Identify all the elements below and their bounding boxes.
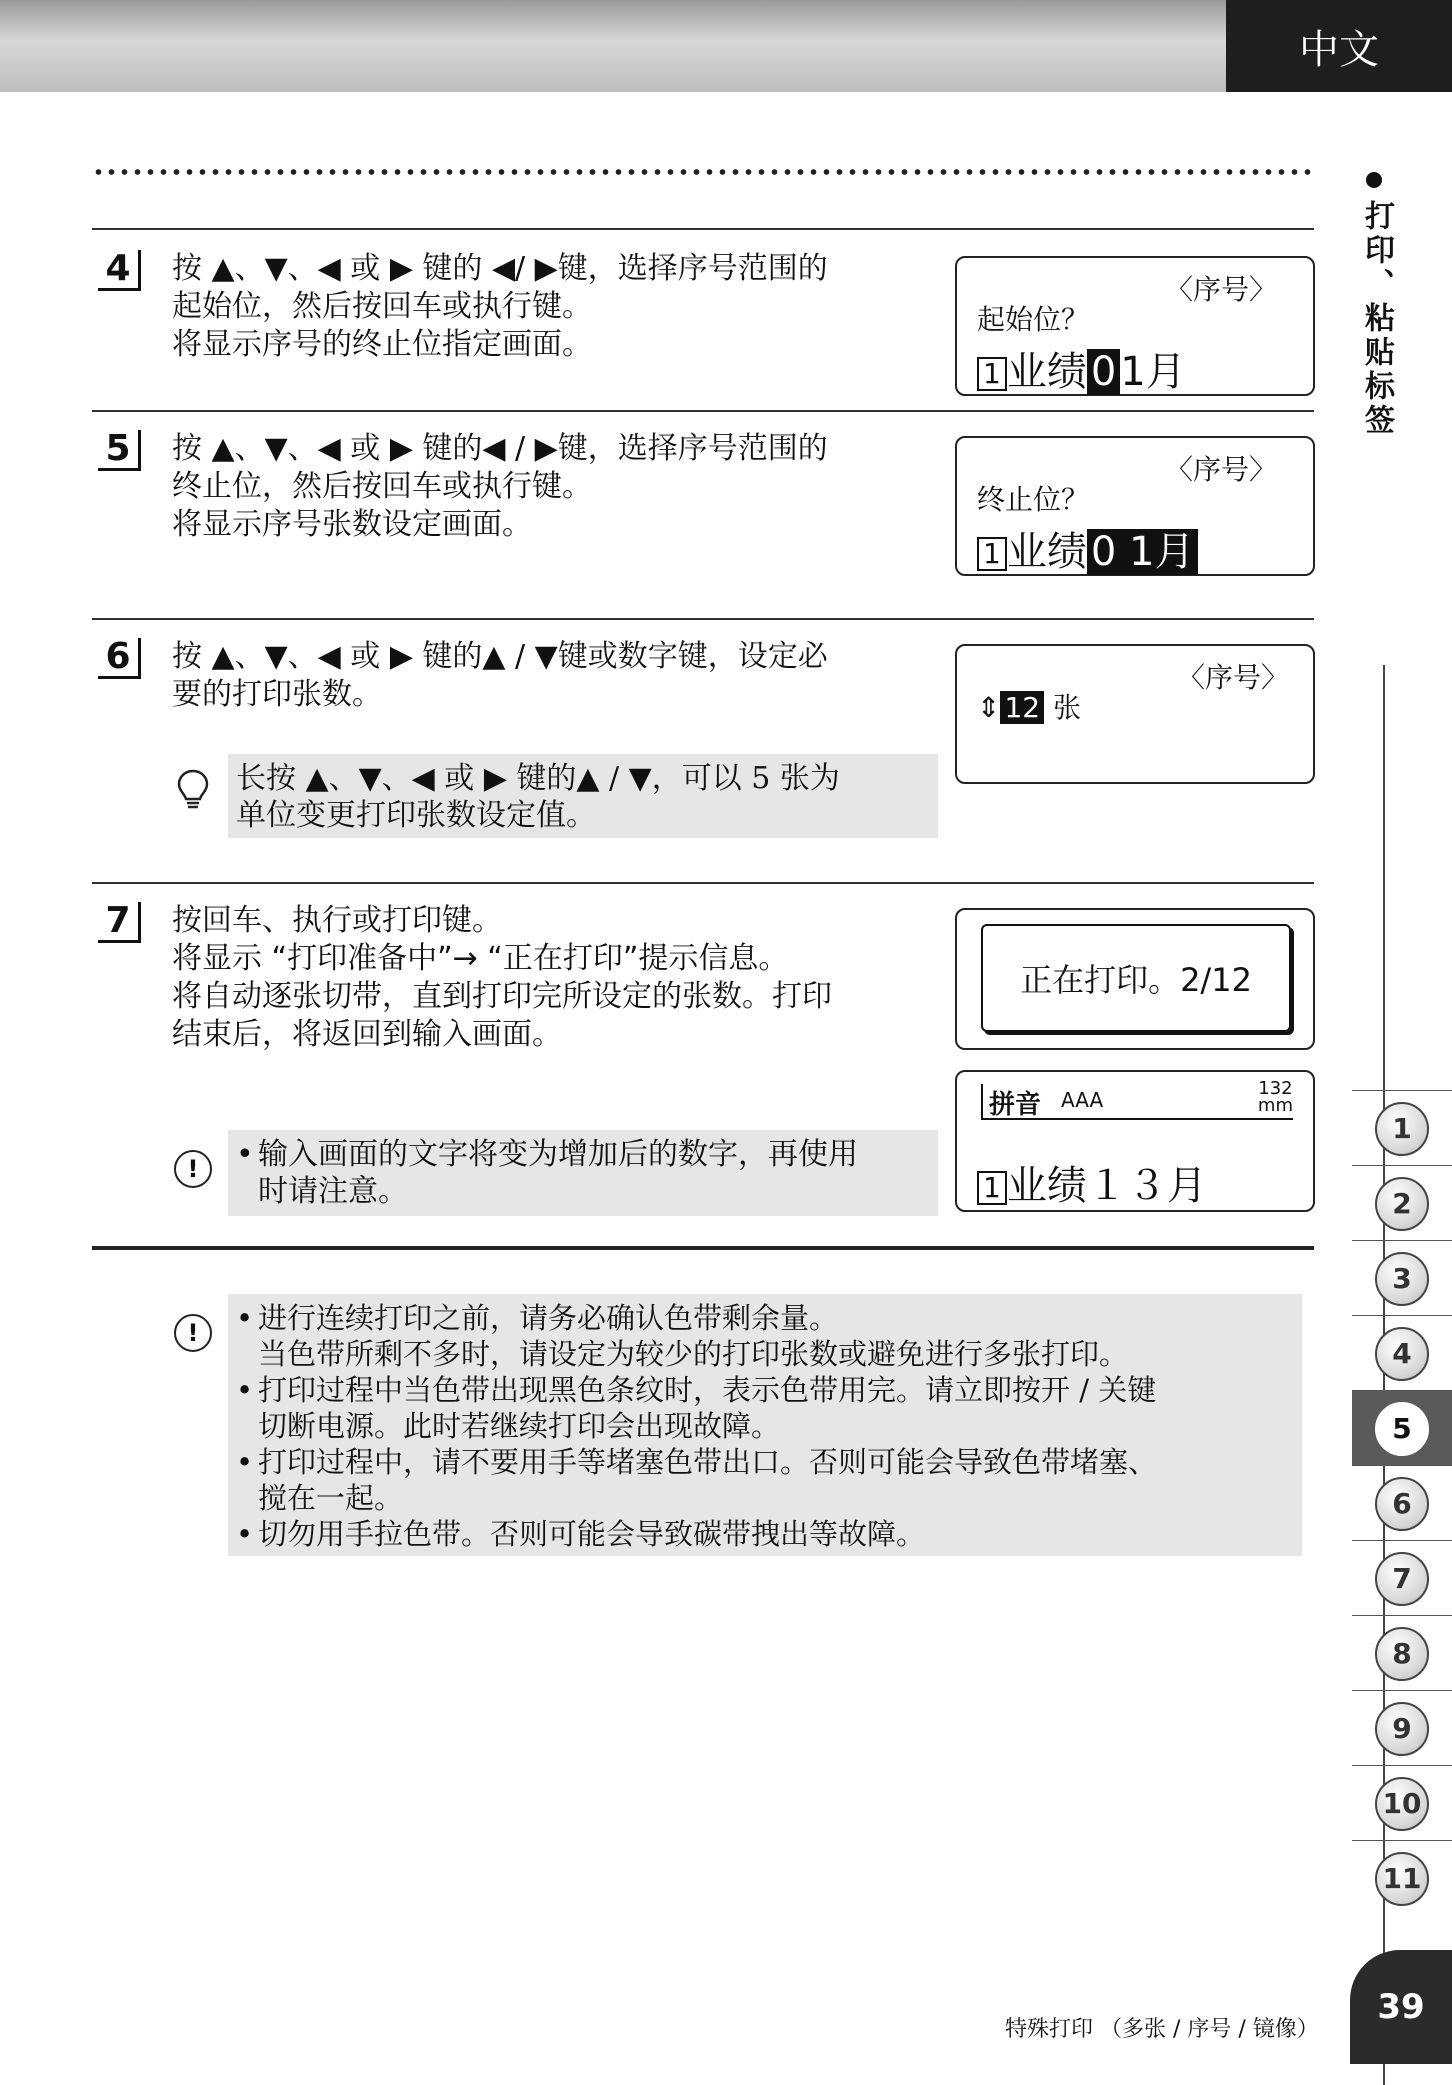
tape-length: [1258, 1080, 1293, 1114]
chapter-number: 9: [1375, 1702, 1429, 1756]
chapter-tab-4[interactable]: [1352, 1315, 1452, 1391]
note-bullet: [236, 1173, 930, 1210]
hint-box: [228, 754, 938, 838]
chapter-tab-11[interactable]: [1352, 1840, 1452, 1916]
note-bullet: • 打印过程中当色带出现黑色条纹时，表示色带用完。请立即按开 / 关键: [236, 1373, 1157, 1407]
section-rule: [92, 410, 1314, 412]
caution-icon: !: [174, 1150, 212, 1188]
text-line: 将显示 “打印准备中”→ “正在打印”提示信息。: [172, 941, 789, 976]
chapter-tab-6[interactable]: [1352, 1465, 1452, 1541]
font-size-icon: AAA: [1061, 1088, 1104, 1112]
step-number: 4: [98, 250, 141, 291]
note-line: 切勿用手拉色带。否则可能会导致碳带拽出等故障。: [258, 1517, 926, 1551]
chapter-number: 2: [1375, 1177, 1429, 1231]
step-number: 7: [98, 902, 141, 943]
chapter-number: 5: [1375, 1402, 1429, 1456]
lcd-screen-end: [955, 436, 1315, 576]
text-line: 起始位，然后按回车或执行键。: [172, 289, 592, 324]
lcd-screen-printing: [955, 908, 1315, 1050]
chapter-tab-7[interactable]: [1352, 1540, 1452, 1616]
screen-value: [977, 340, 1186, 397]
note-line: 进行连续打印之前，请务必确认色带剩余量。: [258, 1301, 839, 1335]
text-line: 按 ▲、▼、◀ 或 ▶ 键的▲ / ▼键或数字键，设定必: [172, 639, 828, 674]
screen-prompt: 终止位？: [977, 483, 1090, 516]
line-number-icon: 1: [977, 1171, 1007, 1205]
section-rule: [92, 1246, 1314, 1250]
section-bullet-icon: [1366, 172, 1382, 188]
screen-title: 〈序号〉: [1176, 661, 1289, 694]
text-line: 按回车、执行或打印键。: [172, 903, 502, 938]
chapter-number: 7: [1375, 1552, 1429, 1606]
chapter-number: 10: [1375, 1777, 1429, 1831]
value-text: 业绩: [1006, 349, 1087, 395]
hint-line: 长按 ▲、▼、◀ 或 ▶ 键的▲ / ▼，可以 5 张为: [236, 761, 840, 796]
note-line: 时请注意。: [258, 1174, 408, 1209]
value-text: 1月: [1120, 349, 1186, 395]
chapter-number: 4: [1375, 1327, 1429, 1381]
text-line: 按 ▲、▼、◀ 或 ▶ 键的◀ / ▶键，选择序号范围的: [172, 431, 828, 466]
chapter-tab-8[interactable]: [1352, 1615, 1452, 1691]
note-bullet: • 切勿用手拉色带。否则可能会导致碳带拽出等故障。: [236, 1517, 926, 1551]
count-unit: 张: [1053, 691, 1082, 724]
language-tab: 中文: [1226, 0, 1452, 92]
note-line: 切断电源。此时若继续打印会出现故障。: [258, 1409, 781, 1443]
chapter-tab-2[interactable]: [1352, 1165, 1452, 1241]
chapter-tab-5[interactable]: [1352, 1390, 1452, 1466]
lcd-screen-count: [955, 644, 1315, 784]
text-line: 终止位，然后按回车或执行键。: [172, 469, 592, 504]
chapter-tab-10[interactable]: [1352, 1765, 1452, 1841]
tape-length-value: 132: [1258, 1078, 1293, 1099]
status-line: [981, 1078, 1293, 1120]
note-bullet: [236, 1480, 1294, 1516]
header-bar: [0, 0, 1230, 92]
line-number-icon: 1: [977, 537, 1007, 571]
step-6-text: [172, 638, 932, 714]
value-text: 业绩１３月: [1006, 1163, 1207, 1209]
note-line: 打印过程中当色带出现黑色条纹时，表示色带用完。请立即按开 / 关键: [258, 1373, 1157, 1407]
text-line: 按 ▲、▼、◀ 或 ▶ 键的 ◀/ ▶键，选择序号范围的: [172, 251, 828, 286]
note-bullet: • 打印过程中，请不要用手等堵塞色带出口。否则可能会导致色带堵塞、: [236, 1445, 1158, 1479]
step-number: 5: [98, 430, 141, 471]
printing-message: 正在打印。2/12: [981, 924, 1291, 1032]
chapter-number: 6: [1375, 1477, 1429, 1531]
tape-length-unit: mm: [1257, 1095, 1293, 1116]
chapter-number: 11: [1375, 1852, 1429, 1906]
dotted-divider: [92, 168, 1314, 176]
step-7-text: [172, 902, 932, 1054]
caution-box: [228, 1130, 938, 1216]
caution-icon: !: [174, 1314, 212, 1352]
step-4-text: [172, 250, 932, 364]
line-number-icon: 1: [977, 357, 1007, 391]
chapter-number: 8: [1375, 1627, 1429, 1681]
screen-value: [977, 1154, 1207, 1211]
text-line: 将显示序号的终止位指定画面。: [172, 327, 592, 362]
note-line: 打印过程中，请不要用手等堵塞色带出口。否则可能会导致色带堵塞、: [258, 1445, 1158, 1479]
value-text: 业绩: [1006, 529, 1087, 575]
chapter-number: 1: [1375, 1102, 1429, 1156]
text-line: 结束后，将返回到输入画面。: [172, 1017, 562, 1052]
count-value: 12: [1000, 691, 1044, 724]
step-number: 6: [98, 638, 141, 679]
cursor-highlight: 0: [1087, 349, 1120, 395]
text-line: 将显示序号张数设定画面。: [172, 507, 532, 542]
screen-title: 〈序号〉: [1164, 273, 1277, 306]
note-bullet: • 进行连续打印之前，请务必确认色带剩余量。: [236, 1301, 839, 1335]
note-bullet: [236, 1336, 1294, 1372]
section-rule: [92, 882, 1314, 884]
section-rule: [92, 228, 1314, 230]
screen-value: [977, 520, 1198, 577]
screen-prompt: 起始位？: [977, 303, 1090, 336]
note-line: 当色带所剩不多时，请设定为较少的打印张数或避免进行多张打印。: [258, 1337, 1129, 1371]
lcd-screen-start: [955, 256, 1315, 396]
lcd-screen-input: [955, 1070, 1315, 1212]
screen-title: 〈序号〉: [1164, 453, 1277, 486]
count-display: [977, 686, 1081, 726]
page-number: 39: [1350, 1950, 1452, 2064]
chapter-tab-3[interactable]: [1352, 1240, 1452, 1316]
input-mode: 拼音: [989, 1090, 1042, 1120]
chapter-tab-1[interactable]: [1352, 1090, 1452, 1166]
bottom-caution-box: [228, 1294, 1302, 1556]
text-line: 要的打印张数。: [172, 677, 382, 712]
text-line: 将自动逐张切带，直到打印完所设定的张数。打印: [172, 979, 832, 1014]
hint-line: 单位变更打印张数设定值。: [236, 798, 596, 833]
up-down-arrows-icon: ⇕: [977, 691, 1001, 724]
step-5-text: [172, 430, 932, 544]
section-title: 打印、粘贴标签: [1359, 200, 1394, 438]
section-rule: [92, 618, 1314, 620]
note-bullet: [236, 1408, 1294, 1444]
cursor-highlight: 0 1月: [1087, 529, 1199, 575]
footer-section-title: 特殊打印 （多张 / 序号 / 镜像）: [1005, 2017, 1319, 2042]
note-bullet: • 输入画面的文字将变为增加后的数字，再使用: [236, 1137, 858, 1172]
note-line: 输入画面的文字将变为增加后的数字，再使用: [258, 1137, 858, 1172]
chapter-tab-9[interactable]: [1352, 1690, 1452, 1766]
chapter-number: 3: [1375, 1252, 1429, 1306]
note-line: 搅在一起。: [258, 1481, 404, 1515]
lightbulb-icon: [176, 768, 210, 812]
